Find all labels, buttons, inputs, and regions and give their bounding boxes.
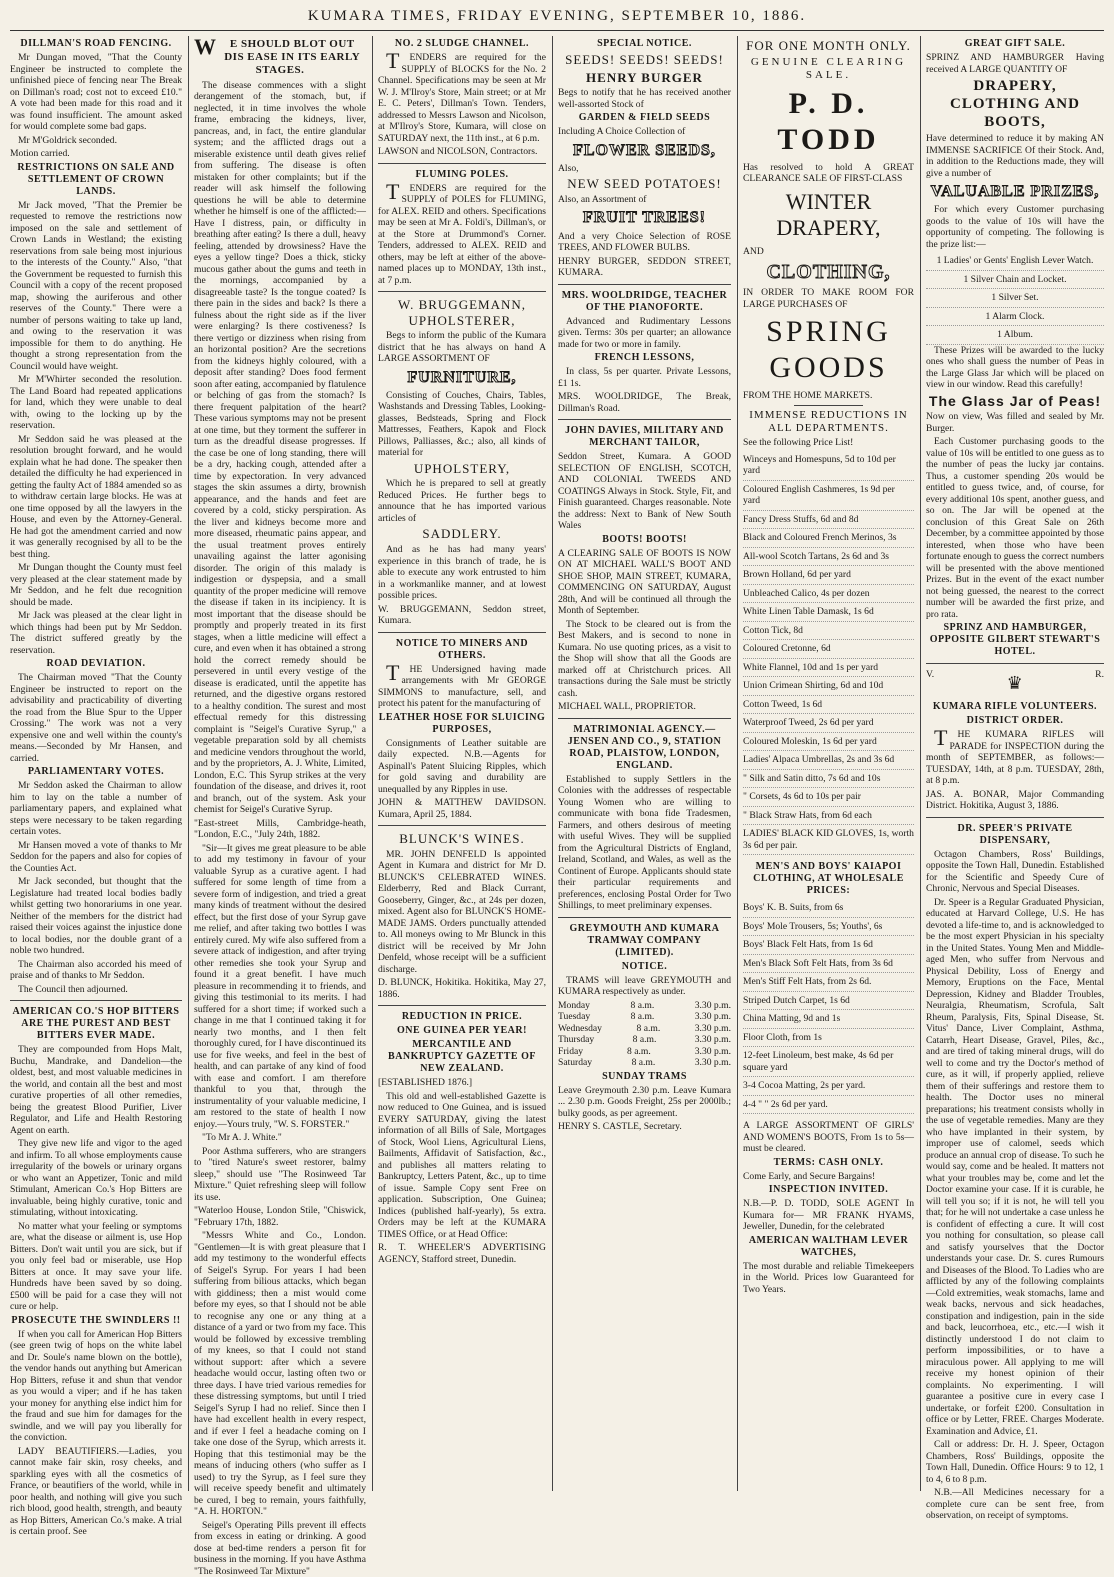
list-item: 1 Ladies' or Gents' English Lever Watch.: [926, 252, 1104, 271]
column-divider: [552, 36, 553, 1491]
paragraph: Have determined to reduce it by making AN IMMENSE SACRIFICE Of their Stock. And, in addition to the Reductions made, they will give a number of: [926, 133, 1104, 179]
signature: W. BRUGGEMANN, Seddon street, Kumara.: [378, 603, 546, 627]
list-item: Black and Coloured French Merinos, 3s: [743, 529, 914, 548]
column-5: [743, 36, 914, 1491]
heading: MATRIMONIAL AGENCY.—JENSEN AND CO., 9, STATION ROAD, PLAISTOW, LONDON, ENGLAND.: [567, 723, 722, 771]
column-1: [10, 36, 182, 1537]
paragraph: "To Mr A. J. White.": [202, 1132, 282, 1144]
heading: WE SHOULD BLOT OUT DIS EASE IN ITS EARLY STAGES.: [194, 34, 361, 77]
heading: ROAD DEVIATION.: [46, 658, 146, 669]
column-divider: [737, 36, 738, 1491]
display-heading: HENRY BURGER: [586, 69, 703, 85]
paragraph: Consisting of Couches, Chairs, Tables, Washstands and Dressing Tables, Looking-glasses, Bedsteads, Spring and Flock Mattresses, Feathers, Kapok and Flock Pillows, Palliasses, &c.; also, all kinds of material for: [378, 389, 546, 459]
list-item: Striped Dutch Carpet, 1s 6d: [743, 992, 914, 1011]
signature: LAWSON and NICOLSON, Contractors.: [378, 146, 538, 157]
heading: KUMARA RIFLE VOLUNTEERS.: [932, 701, 1098, 713]
paragraph: Mr Seddon asked the Chairman to allow him to lay on the table a number of parliamentary papers, and explained what steps were necessary to be taken regarding certain votes.: [10, 780, 182, 837]
display-heading: DRAPERY, CLOTHING AND BOOTS,: [950, 78, 1080, 130]
prize-list: [926, 252, 1104, 345]
masthead-rule: [10, 30, 1104, 31]
crest-row: [926, 669, 1104, 699]
list-item: Coloured English Cashmeres, 1s 9d per yard: [743, 481, 914, 511]
paragraph: Mr Dungan thought the County must feel very pleased at the clear statement made by Mr Seddon, and he felt due recognition should be made.: [10, 562, 182, 608]
column-divider: [920, 36, 921, 1491]
display-heading: NEW SEED POTATOES!: [567, 176, 722, 192]
paragraph: Also,: [558, 162, 579, 174]
heading: IMMENSE REDUCTIONS IN ALL DEPARTMENTS.: [749, 408, 908, 434]
heading: NOTICE.: [621, 960, 668, 972]
display-heading: The Glass Jar of Peas!: [928, 392, 1102, 409]
heading: GARDEN & FIELD SEEDS: [578, 112, 711, 124]
paragraph: LADY BEAUTIFIERS.—Ladies, you cannot make fair skin, rosy cheeks, and sparkling eyes with all the cosmetics of France, or beautifiers of the world, while in poor health, and nothing will give you such rich blood, good health, strength, and beauty as Hop Bitters, American Co.'s make. A trial is certain proof. See: [10, 1445, 182, 1537]
paragraph: Leave Greymouth 2.30 p.m. Leave Kumara ... 2.30 p.m. Goods Freight, 25s per 2000lb.; bulky goods, as per agreement.: [558, 1084, 731, 1119]
paragraph: The Council then adjourned.: [18, 983, 128, 995]
paragraph: Established to supply Settlers in the Colonies with the addresses of respectable Young Women who are willing to communicate with bona fide Tradesmen, Farmers, and others desirous of meeting with useful Wives. They will be supplied from the Agricultural Districts of England, Ireland, Scotland, and Wales, as well as the Continent of Europe. Applicants should state their particular requirements and preferences, enclosing Postal Order for Two Shillings, to meet preliminary expenses.: [558, 773, 731, 912]
divider: [378, 163, 546, 164]
heading: GREAT GIFT SALE.: [964, 38, 1066, 49]
list-item: Brown Holland, 6d per yard: [743, 566, 914, 585]
column-3: [378, 36, 546, 1491]
display-heading: SEEDS! SEEDS! SEEDS!: [565, 52, 724, 67]
column-2: [194, 34, 366, 1577]
divider: [378, 291, 546, 292]
paragraph: THE KUMARA RIFLES will PARADE for INSPECTION during the month of SEPTEMBER, as follows:— TUESDAY, 14th, at 8 p.m. TUESDAY, 28th, at 8 p.m.: [926, 725, 1104, 787]
paragraph: SPRINZ AND HAMBURGER Having received A LARGE QUANTITY OF: [926, 52, 1104, 75]
signature: JOHN & MATTHEW DAVIDSON. Kumara, April 25, 1884.: [378, 797, 546, 820]
paragraph: A CLEARING SALE OF BOOTS IS NOW ON AT MICHAEL WALL'S BOOT AND SHOE SHOP, MAIN STREET, KUMARA, COMMENCING ON SATURDAY, August 28th, And will be continued all through the Month of September.: [558, 547, 731, 617]
paragraph: FROM THE HOME MARKETS.: [743, 390, 873, 402]
list-item: Winceys and Homespuns, 5d to 10d per yard: [743, 451, 914, 481]
column-divider: [372, 36, 373, 1491]
signature: JAS. A. BONAR, Major Commanding District. Hokitika, August 3, 1886.: [926, 788, 1104, 812]
address: "East-street Mills, Cambridge-heath, "London, E.C., "July 24th, 1882.: [194, 817, 366, 841]
heading: ONE GUINEA PER YEAR!: [397, 1025, 527, 1037]
paragraph: Each Customer purchasing goods to the value of 10s will be entitled to one guess as to the number of peas the lucky jar contains. Thus, a customer spending 20s would be entitled to guess twice, and, of course, for every additional 10s spent, another guess, and so on. The Jar will be opened at the conclusion of this Great Sale on 26th December, by a committee appointed by those interested, when those who have been fortunate enough to guess the correct numbers will be presented with the above mentioned Prizes. But in the event of the exact number not being guessed, the nearest to the correct number will be awarded the first prize, and pro rata.: [926, 436, 1104, 620]
paragraph: For which every Customer purchasing goods to the value of 10s will have the opportunity of competing. The following is the prize list:—: [926, 204, 1104, 250]
signature: HENRY S. CASTLE, Secretary.: [558, 1121, 682, 1133]
paragraph: Including A Choice Collection of: [558, 126, 686, 138]
divider: [378, 825, 546, 826]
display-heading: SPRING GOODS: [766, 315, 891, 385]
paragraph: And a very Choice Selection of ROSE TREES, AND FLOWER BULBS.: [558, 230, 731, 254]
paragraph: See the following Price List!: [743, 437, 854, 449]
paragraph: Seigel's Operating Pills prevent ill effects from excess in eating or drinking. A good dose at bed-time renders a person fit for business in the morning. If you have Asthma "The Rosinweed Tar Mixture": [194, 1519, 366, 1577]
list-item: Boys' Black Felt Hats, from 1s 6d: [743, 936, 914, 955]
heading: PARLIAMENTARY VOTES.: [27, 766, 165, 777]
display-heading: FURNITURE,: [407, 368, 517, 386]
heading: AMERICAN CO.'S HOP BITTERS ARE THE PUREST AND BEST BITTERS EVER MADE.: [12, 1006, 180, 1041]
paragraph: Mr Jack was pleased at the clear light in which things had been put by Mr Seddon. The district suffered greatly by the reservation.: [10, 610, 182, 656]
display-heading: FRUIT TREES!: [583, 209, 706, 227]
paragraph: Has resolved to hold A GREAT CLEARANCE SALE OF FIRST-CLASS: [743, 161, 914, 185]
heading: GREYMOUTH AND KUMARA TRAMWAY COMPANY (LIMITED).: [569, 922, 720, 958]
paragraph: These Prizes will be awarded to the lucky ones who shall guess the number of Peas in the Large Glass Jar which will be placed on view in our window. Read this carefully!: [926, 344, 1104, 391]
paragraph: N.B.—P. D. TODD, SOLE AGENT In Kumara for— MR FRANK HYAMS, Jeweller, Dunedin, for the celebrated: [743, 1198, 914, 1233]
heading: MEN'S AND BOYS' KAIAPOI CLOTHING, AT WHOLESALE PRICES:: [753, 861, 904, 897]
divider: [378, 632, 546, 633]
paragraph: AND: [743, 245, 764, 257]
paragraph: N.B.—All Medicines necessary for a complete cure can be sent free, from observation, on receipt of symptoms.: [926, 1487, 1104, 1522]
heading: LEATHER HOSE FOR SLUICING PURPOSES,: [378, 711, 546, 735]
divider: [10, 1000, 182, 1001]
paragraph: This old and well-established Gazette is now reduced to One Guinea, and is issued EVERY SATURDAY, giving the latest information of all Bills of Sale, Mortgages of Stock, Wool Liens, Agricultural Liens, Bailments, Affidavit of Satisfaction, &c., and publishes all matters relating to Bankruptcy, Letters Patent, &c., up to time of issue. Sample Copy sent Free on application. Subscription, One Guinea; Indices (published half-yearly), 5s extra. Orders may be left at the KUMARA TIMES Office, or at Head Office:: [378, 1090, 546, 1240]
divider: [794, 405, 862, 406]
table-row: Wednesday 8 a.m. 3.30 p.m.: [558, 1022, 731, 1034]
paragraph: TENDERS are required for the SUPPLY of BLOCKS for the No. 2 Channel. Specifications may be seen at Mr W. J. M'Ilroy's Store, Main street; or at Mr E. C. Peters', Dillman's Town. Tenders, addressed to Messrs Lawson and Nicolson, at M'Ilroy's Store, Kumara, will close on SATURDAY next, the 11th inst., at 6 p.m.: [378, 48, 546, 144]
paragraph: The Chairman also accorded his meed of praise and of thanks to Mr Seddon.: [10, 958, 182, 981]
paragraph: The Stock to be cleared out is from the Best Makers, and is second to none in Kumara. No use quoting prices, as a visit to the Shop will show that all the Goods are marked off at Christchurch prices. All transactions during the Sale must be strictly cash.: [558, 618, 731, 699]
column-divider: [188, 36, 189, 1491]
paragraph: Now on view, Was filled and sealed by Mr. Burger.: [926, 411, 1104, 434]
table-row: Saturday 8 a.m. 3.30 p.m.: [558, 1057, 731, 1069]
heading: FLUMING POLES.: [415, 168, 509, 180]
heading: NO. 2 SLUDGE CHANNEL.: [394, 38, 530, 49]
paragraph: And as he has had many years' experience in this branch of trade, he is able to execute any work entrusted to him in a workmanlike manner, and at lowest possible prices.: [378, 544, 546, 602]
list-item: Unbleached Calico, 4s per dozen: [743, 585, 914, 604]
paragraph: Mr M'Goldrick seconded.: [18, 134, 117, 146]
signature: R. T. WHEELER'S ADVERTISING AGENCY, Stafford street, Dunedin.: [378, 1242, 546, 1265]
heading: NOTICE TO MINERS AND OTHERS.: [395, 637, 529, 661]
list-item: China Matting, 9d and 1s: [743, 1010, 914, 1029]
list-item: 1 Silver Set.: [926, 289, 1104, 308]
signature: MICHAEL WALL, PROPRIETOR.: [558, 701, 696, 713]
heading: BLUNCK'S WINES.: [399, 831, 525, 847]
list-item: All-wool Scotch Tartans, 2s 6d and 3s: [743, 548, 914, 567]
list-item: 4-4 " " 2s 6d per yard.: [743, 1096, 914, 1115]
heading: BOOTS! BOOTS!: [602, 533, 687, 545]
paragraph: Poor Asthma sufferers, who are strangers to "tired Nature's sweet restorer, balmy sleep," should use "The Rosinweed Tar Mixture." Quiet refreshing sleep will follow its use.: [194, 1145, 366, 1203]
list-item: Boys' Mole Trousers, 5s; Youths', 6s: [743, 918, 914, 937]
paragraph: Mr Jack moved, "That the Premier be requested to remove the restrictions now imposed on the sale and settlement of Crown Lands in Westland; the existing reservations from sale being most injurious to the interests of the County." Also, "that the Government be requested to furnish this Council with a copy of the recent proposed map, showing the auriferous and other reserves of the County." There were a number of persons waiting to take up land, and owing to the reservation it was impossible for them to do anything. He thought a strong representation from the Council would have weight.: [10, 199, 182, 372]
table-row: Tuesday 8 a.m. 3.30 p.m.: [558, 1011, 731, 1023]
list-item: Cotton Tweed, 1s 6d: [743, 696, 914, 715]
paragraph: The most durable and reliable Timekeepers in the World. Prices low Guaranteed for Two Years.: [743, 1260, 914, 1295]
divider: [926, 817, 1104, 818]
paragraph: They give new life and vigor to the aged and infirm. To all whose employments cause irregularity of the bowels or urinary organs or who want an Appetizer, Tonic and mild Stimulant, American Co.'s Hop Bitters are invaluable, being highly curative, tonic and stimulating, without intoxicating.: [10, 1138, 182, 1218]
paragraph: Consignments of Leather suitable are daily expected. N.B.—Agents for Aspinall's Patent Sluicing Ripples, which for gold saving and durability are unequalled by any Ripples in use.: [378, 737, 546, 795]
heading: MERCANTILE AND BANKRUPTCY GAZETTE OF NEW ZEALAND.: [388, 1039, 536, 1075]
paragraph: "Messrs White and Co., London. "Gentlemen—It is with great pleasure that I add my testimony to the wonderful effects of Seigel's Syrup. For years I had been suffering from bilious attacks, which began with giddiness; then a mist would come before my eyes, so that I should not be able to recognise any one or any thing at a distance of a yard or two from my face. This would be followed by excessive trembling of my knees, so that I could not stand without support: after which a severe headache would occur, lasting often two or three days. I have tried various remedies for these distressing symptoms, but until I tried Seigel's Syrup I had no relief. Since then I have had excellent health in every respect, and if ever I feel a headache coming on I take one dose of the Syrup, which arrests it. Hoping that this testimonial may be the means of inducing others (who suffer as I used) to try the Syrup, as I feel sure they will receive speedy benefit and ultimately be cured, I beg to remain, yours faithfully, "A. H. HORTON.": [194, 1230, 366, 1518]
price-list: [743, 451, 914, 856]
paragraph: Begs to notify that he has received another well-assorted Stock of: [558, 87, 731, 110]
divider: [558, 419, 731, 420]
heading: MRS. WOOLDRIDGE, TEACHER OF THE PIANOFORTE.: [561, 289, 728, 313]
heading: PROSECUTE THE SWINDLERS !!: [11, 1314, 181, 1326]
list-item: Ladies' Alpaca Umbrellas, 2s and 3s 6d: [743, 751, 914, 770]
heading: GENUINE CLEARING SALE.: [750, 55, 907, 81]
divider: [378, 1005, 546, 1006]
list-item: Men's Black Soft Felt Hats, from 3s 6d: [743, 955, 914, 974]
address: "Waterloo House, London Stile, "Chiswick, "February 17th, 1882.: [194, 1205, 366, 1228]
paragraph: Octagon Chambers, Ross' Buildings, opposite the Town Hall, Dunedin. Established for the Scientific and Speedy Cure of Chronic, Nervous and Special Diseases.: [926, 848, 1104, 895]
tram-timetable: [558, 1000, 731, 1069]
list-item: LADIES' BLACK KID GLOVES, 1s, worth 3s 6d per pair.: [743, 825, 914, 855]
paragraph: Motion carried.: [10, 148, 70, 159]
list-item: Fancy Dress Stuffs, 6d and 8d: [743, 511, 914, 530]
paragraph: IN ORDER TO MAKE ROOM FOR LARGE PURCHASES OF: [743, 287, 914, 310]
paragraph: TRAMS will leave GREYMOUTH and KUMARA respectively as under.: [558, 974, 731, 998]
paragraph: No matter what your feeling or symptoms are, what the disease or ailment is, use Hop Bitters. Don't wait until you are sick, but if you only feel bad or miserable, use Hop Bitters at once. It may save your life. Hundreds have been saved by so doing. £500 will be paid for a case they will not cure or help.: [10, 1220, 182, 1312]
paragraph: The Chairman moved "That the County Engineer be instructed to report on the advisability and practicability of diverting the road from the Blue Spur to the Upper Crossing." The work was not a very expensive one and well within the county's means.—Seconded by Mr Hansen, and carried.: [10, 672, 182, 764]
list-item: Coloured Moleskin, 1s 6d per yard: [743, 733, 914, 752]
divider: [926, 663, 1104, 664]
paragraph: Mr Dungan moved, "That the County Engineer be instructed to complete the unfinished piece of fencing near The Break on Dillman's road; cost not to exceed £10." A vote had been made for this road and it was found insufficient. The amount asked for would complete some bad gaps.: [10, 52, 182, 132]
paragraph: Call or address: Dr. H. J. Speer, Octagon Chambers, Ross' Buildings, opposite the Town Hall, Dunedin. Office Hours: 9 to 12, 1 to 4, 6 to 8 p.m.: [926, 1439, 1104, 1485]
paragraph: The disease commences with a slight derangement of the stomach, but, if neglected, it in time involves the whole frame, embracing the kidneys, liver, pancreas, and, in fact, the entire glandular system; and the afflicted drags out a miserable existence until death gives relief from suffering. The disease is often mistaken for other complaints; but if the reader will ask himself the following questions he will be able to determine whether he himself is one of the afflicted:—Have I distress, pain, or difficulty in breathing after eating? Is there a dull, heavy feeling, attended by drowsiness? Have the eyes a yellow tinge? Does a thick, sticky mucous gather about the gums and teeth in the mornings, accompanied by a disagreeable taste? Is the tongue coated? Is there pain in the sides and back? Is there a fulness about the right side as if the liver were enlarging? Is there costiveness? Is there vertigo or dizziness when rising from an horizontal position? Are the secretions from the kidneys highly coloured, with a deposit after standing? Does food ferment soon after eating, accompanied by flatulence or belching of gas from the stomach? Is there frequent palpitation of the heart? These various symptoms may not be present at one time, but they torment the sufferer in turn as the dreadful disease progresses. If the case be one of long standing, there will be a dry, hacking cough, attended after a time by expectoration. In very advanced stages the skin assumes a dirty, brownish appearance, and the hands and feet are covered by a cold, sticky perspiration. As the liver and kidneys become more and more diseased, rheumatic pains appear, and the usual treatment proves entirely unavailing against the latter agonising disorder. The origin of this malady is indigestion or dyspepsia, and a small quantity of the proper medicine will remove the disease if taken in its incipiency. It is most important that the disease should be promptly and properly treated in its first stages, when a little medicine will effect a cure, and even when it has obtained a strong hold the correct remedy should be persevered in until every vestige of the disease is eradicated, until the appetite has returned, and the digestive organs restored to a healthy condition. The surest and most effectual remedy for this distressing complaint is "Seigel's Curative Syrup," a vegetable preparation sold by all chemists and medicine vendors throughout the world, and by the proprietors, A. J. White, Limited, London, E.C. This Syrup strikes at the very foundation of the disease, and drives it, root and branch, out of the system. Ask your chemist for Seigel's Curative Syrup.: [194, 79, 366, 816]
table-row: Friday 8 a.m. 3.30 p.m.: [558, 1045, 731, 1057]
paragraph: Advanced and Rudimentary Lessons given. Terms: 30s per quarter; an allowance made for two or more in family.: [558, 315, 731, 350]
heading: RESTRICTIONS ON SALE AND SETTLEMENT OF CROWN LANDS.: [17, 161, 175, 197]
heading: SADDLERY.: [422, 526, 502, 542]
paragraph: THE Undersigned having made arrangements with Mr GEORGE SIMMONS to manufacture, sell, and protect his patent for the manufacturing of: [378, 659, 546, 710]
list-item: " Black Straw Hats, from 6d each: [743, 807, 914, 826]
divider: [558, 284, 731, 285]
list-item: " Corsets, 4s 6d to 10s per pair: [743, 788, 914, 807]
heading: DILLMAN'S ROAD FENCING.: [20, 38, 172, 49]
paragraph: They are compounded from Hops Malt, Buchu, Mandrake, and Dandelion—the oldest, best, and most valuable medicines in the world, and contain all the best and most curative properties of all other remedies, being the greatest Blood Purifier, Liver Regulator, and Life and Health Restoring Agent on earth.: [10, 1044, 182, 1136]
divider: [558, 917, 731, 918]
paragraph: Mr Seddon said he was pleased at the resolution brought forward, and he would explain what he had done. The speaker then detailed the difficulty he had experienced in getting the faulty Act of 1884 amended so as to withdraw certain large blocks. He was at one time opposed by all the lawyers in the House, and even by the Attorney-General. He had got the amendment carried and now it was generally recognised by all to be the best thing.: [10, 433, 182, 560]
signature: D. BLUNCK, Hokitika. Hokitika, May 27, 1886.: [378, 977, 546, 1000]
heading: DR. SPEER'S PRIVATE DISPENSARY,: [957, 822, 1073, 846]
heading: JOHN DAVIES, MILITARY AND MERCHANT TAILOR,: [565, 425, 724, 449]
paragraph: Mr M'Whirter seconded the resolution. The Land Board had repeated applications for land, which they were unable to deal with, owing to the locking up by the reservation.: [10, 374, 182, 431]
paragraph: MR. JOHN DENFELD Is appointed Agent in Kumara and district for Mr D. BLUNCK'S CELEBRATED WINES. Elderberry, Red and Black Currant, Gooseberry, Ginger, &c., at 24s per dozen, mixed. Agent also for BLUNCK'S HOME-MADE JAMS. Orders punctually attended to. All moneys owing to Mr Blunck in this district will be received by Mr John Denfeld, whose receipt will be a sufficient discharge.: [378, 848, 546, 975]
list-item: Waterproof Tweed, 2s 6d per yard: [743, 714, 914, 733]
heading: SPECIAL NOTICE.: [597, 38, 692, 49]
heading: SUNDAY TRAMS: [602, 1070, 687, 1082]
price-list: [743, 899, 914, 1114]
list-item: Cotton Tick, 8d: [743, 622, 914, 641]
column-4: [558, 36, 731, 1491]
heading: AMERICAN WALTHAM LEVER WATCHES,: [748, 1234, 909, 1258]
paragraph: Mr Hansen moved a vote of thanks to Mr Seddon for the papers and also for copies of the Counties Act.: [10, 839, 182, 874]
paragraph: Begs to inform the public of the Kumara district that he has always on hand A LARGE ASSORTMENT OF: [378, 330, 546, 365]
crest-letter: R.: [1095, 669, 1104, 681]
heading: FOR ONE MONTH ONLY.: [746, 38, 911, 53]
list-item: Union Crimean Shirting, 6d and 10d: [743, 677, 914, 696]
paragraph: Dr. Speer is a Regular Graduated Physician, educated at Harvard College, U.S. He has devoted a life-time to, and is acknowledged to be the most expert Physician in his specialty in the United States. Young Men and Middle-aged Men, who suffer from Nervous and Physical Debility, Loss of Energy and Memory, Eruptions on the Face, Mental Depression, Kidney and Bladder Troubles, Neuralgia, Rheumatism, Scrofula, Salt Rheum, Paralysis, Fits, Spinal Disease, St. Vitus' Dance, Liver Complaint, Asthma, Catarrh, Heart Disease, Gravel, Piles, &c., and are tired of taking mineral drugs, will do well to come and try the Doctor's method of cure, as it will, if properly applied, relieve them of their sufferings and restore them to health. The Doctor uses no mineral preparations; his treatment consists wholly in the use of vegetable remedies. Many are they who have implanted in their system, by improper use of calomel, seeds which produce an annual crop of disease. To such he would say, come and be healed. It matters not what your troubles may be, come and let the Doctor examine your case. If it is curable, he will tell you so; if it is not, he will tell you that; for he will not undertake a case unless he is confident of effecting a cure. It will cost you nothing for consultation, so please call and satisfy yourselves that the Doctor understands your case. Dr. S. cures Rumours and Diseases of the Blood. To Ladies who are afflicted by any of the following complaints—Cold extremities, weak stomachs, lame and weak backs, nervous and sick headaches, constipation and indigestion, pain in the side and back, leucorrhoea, etc., etc.—I wish it distinctly understood I do not claim to perform impossibilities, or to have a miraculous power. All applying to me will receive my honest opinion of their complaints. No experimenting. I will guarantee a positive cure in every case I undertake, or forfeit £200. Consultation in office or by Letter, FREE. Charges Moderate. Examination and Advice, £1.: [926, 896, 1104, 1437]
display-heading: CLOTHING,: [766, 261, 891, 284]
list-item: White Flannel, 10d and 1s per yard: [743, 659, 914, 678]
display-heading: FLOWER SEEDS,: [573, 141, 716, 159]
paragraph: In class, 5s per quarter. Private Lessons, £1 1s.: [558, 366, 731, 389]
list-item: " Silk and Satin ditto, 7s 6d and 10s: [743, 770, 914, 789]
crest-letter: V.: [926, 669, 935, 681]
column-6: [926, 36, 1104, 1522]
list-item: Boys' K. B. Suits, from 6s: [743, 899, 914, 918]
paragraph: A LARGE ASSORTMENT OF GIRLS' AND WOMEN'S BOOTS, From 1s to 5s—must be cleared.: [743, 1120, 914, 1155]
paragraph: If when you call for American Hop Bitters (see green twig of hops on the white label and Dr. Soule's name blown on the bottle), the vendor hands out anything but American Hop Bitters, refuse it and shun that vendor as you would a viper; and if he has taken your money for anything else indict him for the fraud and sue him for damages for the swindle, and we will pay you liberally for the conviction.: [10, 1328, 182, 1443]
paragraph: "Sir—It gives me great pleasure to be able to add my testimony in favour of your valuable Syrup as a curative agent. I had suffered for some length of time from a severe form of indigestion, and tried a great many kinds of treatment without the desired effect, but the first dose of your Syrup gave me relief, and after taking two bottles I was entirely cured. My wife also suffered from a severe attack of indigestion, and after trying other remedies she took your Syrup and found it a great benefit. I have much pleasure in recommending it to friends, and giving this testimonial to its merits. I had suffered for a short time; if worked such a change in me that I continued taking it for nearly two months, and I then felt thoroughly cured, for I have discontinued its use for five weeks, and feel in the best of health, and can partake of any kind of food with ease and comfort. I am therefore thankful to you that, through the instrumentality of your valuable medicine, I am restored to the state of health I now enjoy.—Yours truly, "W. S. FORSTER.": [194, 842, 366, 1130]
paragraph: Also, an Assortment of: [558, 193, 647, 205]
heading: W. BRUGGEMANN, UPHOLSTERER,: [398, 297, 526, 328]
list-item: Men's Stiff Felt Hats, from 2s 6d.: [743, 973, 914, 992]
list-item: 1 Silver Chain and Locket.: [926, 271, 1104, 290]
heading: SPRINZ AND HAMBURGER, OPPOSITE GILBERT STEWART'S HOTEL.: [929, 622, 1101, 658]
paragraph: Mr Jack seconded, but thought that the Legislature had treated local bodies badly whilst getting two honorariums in one year. Neither of the members for the district had raised their voices against the injustice done to local bodies, nor the double grant of a noble two hundred.: [10, 876, 182, 956]
list-item: White Linen Table Damask, 1s 6d: [743, 603, 914, 622]
list-item: Floor Cloth, from 1s: [743, 1029, 914, 1048]
paragraph: Which he is prepared to sell at greatly Reduced Prices. He further begs to announce that he has imported various articles of: [378, 478, 546, 524]
signature: MRS. WOOLDRIDGE, The Break, Dillman's Road.: [558, 391, 731, 414]
list-item: 1 Alarm Clock.: [926, 308, 1104, 327]
signature: HENRY BURGER, SEDDON STREET, KUMARA.: [558, 255, 731, 279]
list-item: 3-4 Cocoa Matting, 2s per yard.: [743, 1077, 914, 1096]
heading: DISTRICT ORDER.: [966, 715, 1064, 727]
heading: REDUCTION IN PRICE.: [401, 1011, 523, 1023]
table-row: Monday 8 a.m. 3.30 p.m.: [558, 999, 731, 1011]
display-heading: VALUABLE PRIZES,: [930, 183, 1100, 200]
paragraph: [ESTABLISHED 1876.]: [378, 1077, 473, 1089]
heading: INSPECTION INVITED.: [768, 1184, 889, 1196]
heading: FRENCH LESSONS,: [594, 352, 695, 364]
paragraph: Seddon Street, Kumara. A GOOD SELECTION OF ENGLISH, SCOTCH, AND COLONIAL TWEEDS AND COATINGS Always in Stock. Style, Fit, and Finish guaranteed. Charges reasonable. Note the address: Next to Bank of New South Wales: [558, 451, 731, 532]
display-heading: WINTER DRAPERY,: [776, 188, 881, 241]
heading: TERMS: CASH ONLY.: [773, 1156, 884, 1168]
table-row: Thursday 8 a.m. 3.30 p.m.: [558, 1034, 731, 1046]
crown-icon: ♛: [1006, 673, 1023, 694]
list-item: 1 Album.: [926, 326, 1104, 345]
list-item: Coloured Cretonne, 6d: [743, 640, 914, 659]
divider: [558, 718, 731, 719]
paragraph: Come Early, and Secure Bargains!: [743, 1170, 876, 1182]
heading: UPHOLSTERY,: [413, 460, 511, 476]
display-heading: P. D. TODD: [777, 86, 880, 156]
list-item: 12-feet Linoleum, best make, 4s 6d per square yard: [743, 1047, 914, 1077]
masthead: KUMARA TIMES, FRIDAY EVENING, SEPTEMBER 10, 1886.: [307, 8, 807, 24]
paragraph: TENDERS are required for the SUPPLY of POLES for FLUMING, for ALEX. REID and others. Specifications may be seen at Mr A. Foldi's, Dillman's, or at the Store at Drummond's Corner. Tenders, addressed to ALEX. REID and others, may be left at either of the above-named places up to MONDAY, 13th inst., at 7 p.m.: [378, 178, 546, 286]
